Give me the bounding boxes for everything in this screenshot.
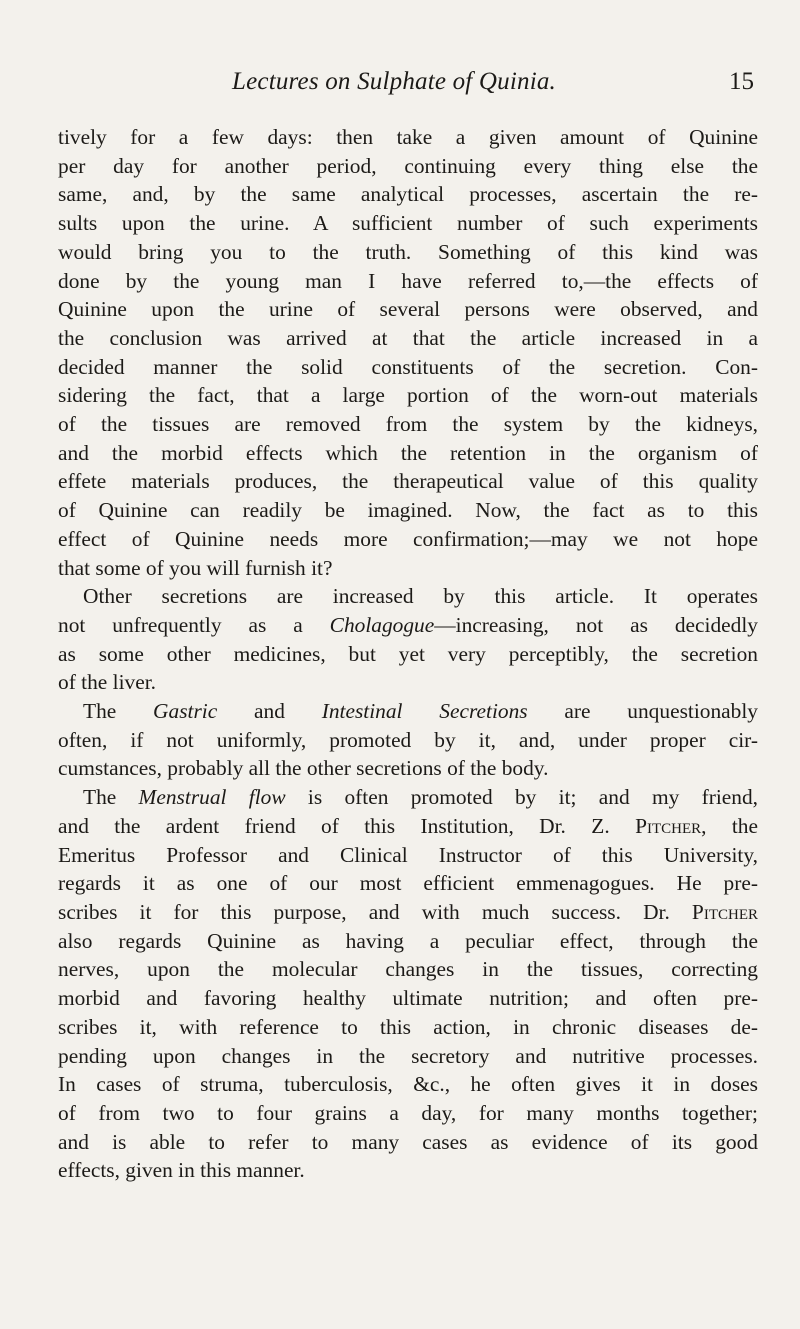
italic-term: Gastric	[153, 699, 218, 724]
text-line-menstrual: The Menstrual flow is often promoted by it; and my friend,	[83, 785, 758, 810]
text-line: of Quinine can readily be imagined. Now, the fact as to this	[58, 498, 758, 523]
text-line: Other secretions are increased by this article. It operates	[83, 584, 758, 609]
page-number: 15	[729, 68, 754, 95]
text-line: done by the young man I have referred to,—the effects of	[58, 268, 758, 293]
text-line: sults upon the urine. A sufficient number of such experiments	[58, 211, 758, 236]
text-line: of the tissues are removed from the system by the kidneys,	[58, 412, 758, 437]
text-line: the conclusion was arrived at that the article increased in a	[58, 325, 758, 350]
text-line: Quinine upon the urine of several persons were observed, and	[58, 297, 758, 322]
text-line: tively for a few days: then take a given amount of Quinine	[58, 125, 758, 149]
body-text	[58, 123, 758, 1185]
paragraph-end-line: of the liver.	[58, 670, 157, 695]
paragraph-end-line: that some of you will furnish it?	[58, 555, 333, 580]
italic-term: Cholagogue	[329, 612, 435, 637]
running-title: Lectures on Sulphate of Quinia.	[232, 68, 556, 95]
text-line: pending upon changes in the secretory and nutritive processes.	[58, 1043, 758, 1068]
text-line: morbid and favoring healthy ultimate nutrition; and often pre-	[58, 986, 758, 1011]
text-line: decided manner the solid constituents of the secretion. Con-	[58, 354, 758, 379]
text-line-pitcher: and the ardent friend of this Institution, Dr. Z. Pitcher, the	[58, 813, 758, 838]
text-line: as some other medicines, but yet very perceptibly, the secretion	[58, 641, 758, 666]
text-line: scribes it, with reference to this action, in chronic diseases de-	[58, 1014, 758, 1039]
book-page	[58, 68, 758, 1185]
text-line: of from two to four grains a day, for many months together;	[58, 1100, 758, 1125]
paragraph-end-line: effects, given in this manner.	[58, 1158, 305, 1183]
text-line-pitcher-2: scribes it for this purpose, and with much success. Dr. Pitcher	[58, 899, 758, 924]
text-line: Emeritus Professor and Clinical Instructor of this University,	[58, 842, 758, 867]
text-line: nerves, upon the molecular changes in the tissues, correcting	[58, 957, 758, 982]
text-line: effete materials produces, the therapeutical value of this quality	[58, 469, 758, 494]
text-line-cholagogue: not unfrequently as a Cholagogue—increasing, not as decidedly	[58, 612, 758, 637]
text-line: sidering the fact, that a large portion of the worn-out materials	[58, 383, 758, 408]
small-caps-name: Pitcher	[635, 813, 702, 838]
text-line: regards it as one of our most efficient emmenagogues. He pre-	[58, 871, 758, 896]
text-line: also regards Quinine as having a peculiar effect, through the	[58, 928, 758, 953]
running-head	[58, 68, 758, 108]
text-line: often, if not uniformly, promoted by it, and, under proper cir-	[58, 727, 758, 752]
text-line-secretions: The Gastric and Intestinal Secretions are unquestionably	[83, 699, 758, 724]
text-line: same, and, by the same analytical processes, ascertain the re-	[58, 182, 758, 207]
text-line: would bring you to the truth. Something of this kind was	[58, 239, 758, 264]
text-line: and the morbid effects which the retention in the organism of	[58, 440, 758, 465]
paragraph-end-line: cumstances, probably all the other secretions of the body.	[58, 756, 549, 781]
italic-term: Intestinal Secretions	[321, 699, 528, 724]
text-line: per day for another period, continuing every thing else the	[58, 153, 758, 178]
text-line: In cases of struma, tuberculosis, &c., he often gives it in doses	[58, 1072, 758, 1097]
text-line: effect of Quinine needs more confirmation;—may we not hope	[58, 526, 758, 551]
small-caps-name: Pitcher	[691, 899, 758, 924]
italic-term: Menstrual flow	[138, 785, 286, 810]
text-line: and is able to refer to many cases as evidence of its good	[58, 1129, 758, 1154]
